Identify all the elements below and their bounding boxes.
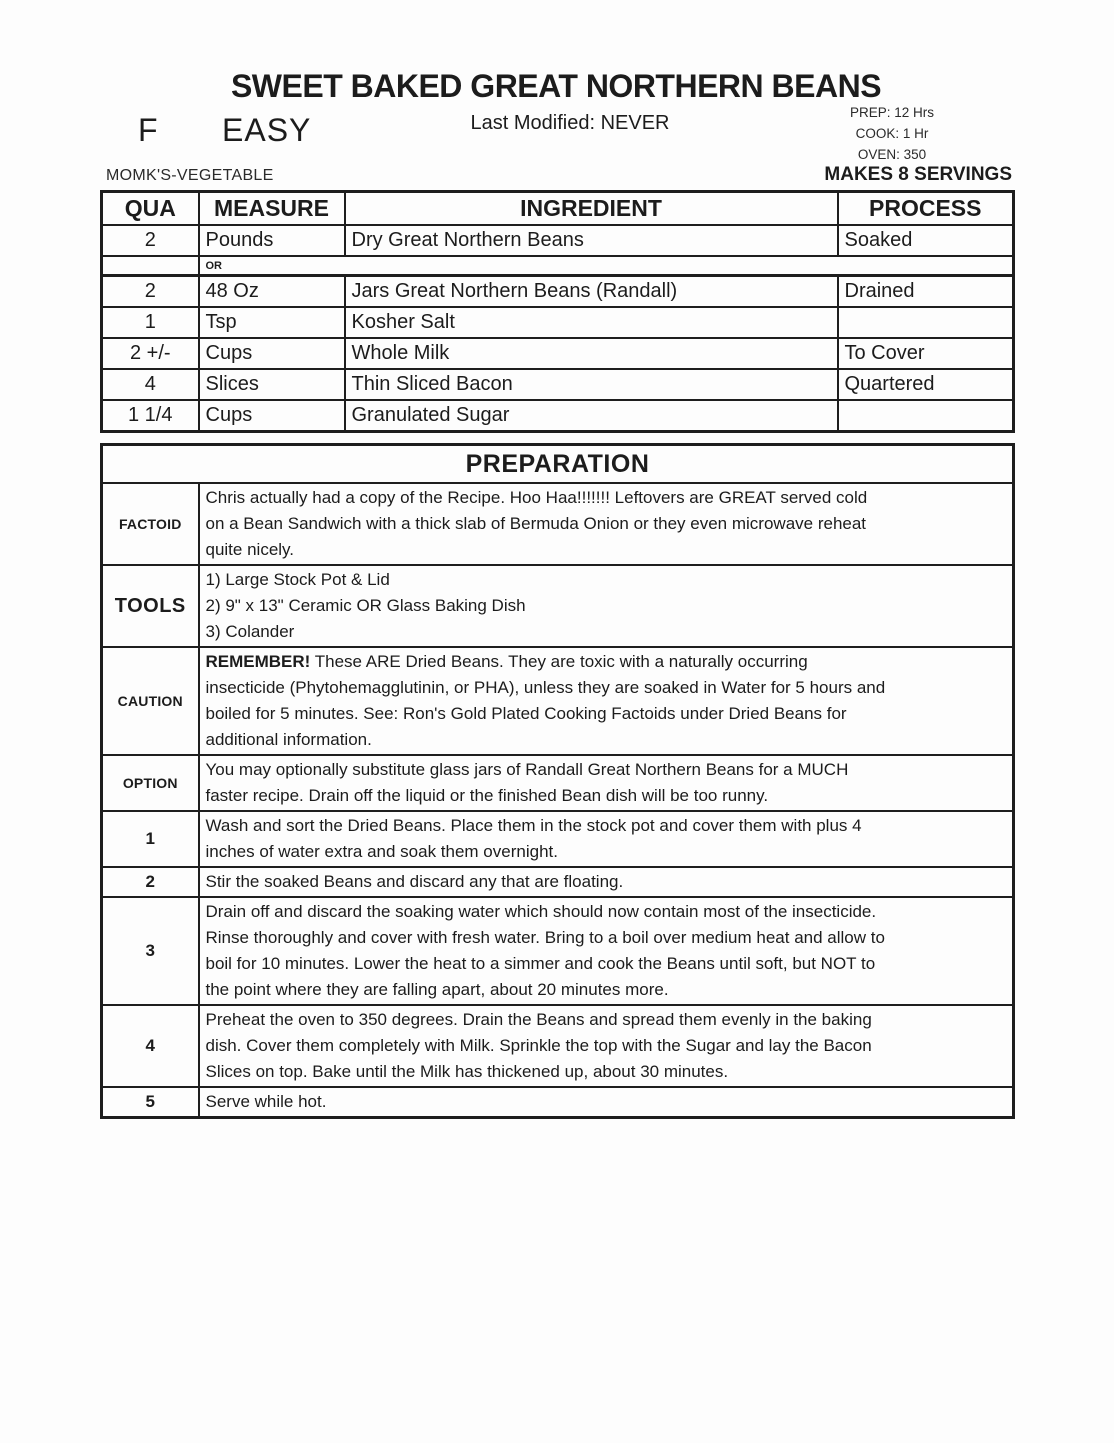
document-header	[100, 68, 1012, 190]
measure-cell: 48 Oz	[199, 276, 345, 308]
measure-cell: Cups	[199, 338, 345, 369]
servings-text: MAKES 8 SERVINGS	[824, 164, 1012, 185]
text-line: on a Bean Sandwich with a thick slab of Bermuda Onion or they even microwave reheat	[205, 514, 867, 533]
ingredients-table	[100, 190, 1015, 433]
col-header-measure: MEASURE	[199, 192, 345, 226]
step-number: 4	[102, 1005, 199, 1087]
recipe-category: MOMK'S-VEGETABLE	[106, 167, 274, 184]
ingredients-header-row	[102, 192, 1014, 226]
text-line: inches of water extra and soak them overnight.	[205, 842, 558, 861]
tools-row	[102, 565, 1014, 647]
caution-text	[199, 647, 1014, 755]
step-row	[102, 867, 1014, 897]
process-cell: Quartered	[838, 369, 1014, 400]
option-label: OPTION	[102, 755, 199, 811]
ingredient-cell: Kosher Salt	[345, 307, 838, 338]
text-line: Chris actually had a copy of the Recipe. Hoo Haa!!!!!!! Leftovers are GREAT served cold	[205, 488, 868, 507]
qua-cell: 1	[102, 307, 199, 338]
text-line	[206, 649, 1009, 675]
text-line: Serve while hot.	[205, 1092, 327, 1111]
preparation-table	[100, 443, 1015, 1119]
text-line: Stir the soaked Beans and discard any that are floating.	[205, 872, 624, 891]
preparation-title: PREPARATION	[102, 445, 1014, 484]
factoid-row	[102, 483, 1014, 565]
step-text	[199, 1087, 1014, 1118]
ingredient-row	[102, 276, 1014, 308]
or-label: OR	[199, 256, 1014, 276]
text-line: boiled for 5 minutes. See: Ron's Gold Plated Cooking Factoids under Dried Beans for	[205, 704, 847, 723]
process-cell	[838, 400, 1014, 432]
text-line: Wash and sort the Dried Beans. Place them in the stock pot and cover them with plus 4	[205, 816, 862, 835]
step-text	[199, 1005, 1014, 1087]
text-line-rest: These ARE Dried Beans. They are toxic with a naturally occurring	[310, 652, 808, 671]
qua-cell: 2	[102, 276, 199, 308]
text-line: insecticide (Phytohemagglutinin, or PHA), unless they are soaked in Water for 5 hours and	[205, 678, 886, 697]
col-header-qua: QUA	[102, 192, 199, 226]
step-row	[102, 1087, 1014, 1118]
ingredient-row	[102, 400, 1014, 432]
col-header-process: PROCESS	[838, 192, 1014, 226]
text-line: Slices on top. Bake until the Milk has thickened up, about 30 minutes.	[205, 1062, 729, 1081]
text-line: Rinse thoroughly and cover with fresh water. Bring to a boil over medium heat and allow to	[205, 928, 885, 947]
preparation-section	[100, 443, 1012, 1119]
col-header-ingredient: INGREDIENT	[345, 192, 838, 226]
tools-text	[199, 565, 1014, 647]
step-row	[102, 897, 1014, 1005]
ingredient-row	[102, 225, 1014, 256]
cook-time: COOK: 1 Hr	[855, 126, 929, 141]
step-number: 1	[102, 811, 199, 867]
text-line: You may optionally substitute glass jars of Randall Great Northern Beans for a MUCH	[205, 760, 849, 779]
option-text	[199, 755, 1014, 811]
ingredient-cell: Granulated Sugar	[345, 400, 838, 432]
tools-label: TOOLS	[102, 565, 199, 647]
ingredient-cell: Dry Great Northern Beans	[345, 225, 838, 256]
ingredient-row	[102, 369, 1014, 400]
ingredient-cell: Jars Great Northern Beans (Randall)	[345, 276, 838, 308]
ingredient-cell: Thin Sliced Bacon	[345, 369, 838, 400]
oven-temp: OVEN: 350	[857, 147, 927, 162]
factoid-text	[199, 483, 1014, 565]
text-line: quite nicely.	[205, 540, 295, 559]
measure-cell: Pounds	[199, 225, 345, 256]
recipe-grade: F	[138, 112, 158, 148]
process-cell: To Cover	[838, 338, 1014, 369]
document-content	[100, 68, 1012, 1119]
measure-cell: Cups	[199, 400, 345, 432]
text-line: boil for 10 minutes. Lower the heat to a simmer and cook the Beans until soft, but NOT to	[205, 954, 876, 973]
factoid-label: FACTOID	[102, 483, 199, 565]
caution-label: CAUTION	[102, 647, 199, 755]
process-cell	[838, 307, 1014, 338]
ingredient-cell: Whole Milk	[345, 338, 838, 369]
text-line: faster recipe. Drain off the liquid or the finished Bean dish will be too runny.	[205, 786, 769, 805]
prep-time: PREP: 12 Hrs	[849, 105, 935, 120]
step-number: 5	[102, 1087, 199, 1118]
qua-cell: 2 +/-	[102, 338, 199, 369]
measure-cell: Tsp	[199, 307, 345, 338]
text-line: Preheat the oven to 350 degrees. Drain the Beans and spread them evenly in the baking	[205, 1010, 872, 1029]
step-number: 2	[102, 867, 199, 897]
tool-item: 3) Colander	[205, 622, 295, 641]
page-title: SWEET BAKED GREAT NORTHERN BEANS	[230, 68, 882, 104]
qua-cell-empty	[102, 256, 199, 276]
step-number: 3	[102, 897, 199, 1005]
preparation-header-row	[102, 445, 1014, 484]
caution-row	[102, 647, 1014, 755]
process-cell: Soaked	[838, 225, 1014, 256]
option-row	[102, 755, 1014, 811]
remember-emphasis: REMEMBER!	[205, 652, 311, 671]
text-line: the point where they are falling apart, about 20 minutes more.	[205, 980, 669, 999]
text-line: additional information.	[205, 730, 372, 749]
ingredient-row	[102, 338, 1014, 369]
step-row	[102, 811, 1014, 867]
step-text	[199, 867, 1014, 897]
step-text	[199, 811, 1014, 867]
step-row	[102, 1005, 1014, 1087]
tool-item: 2) 9" x 13" Ceramic OR Glass Baking Dish	[205, 596, 526, 615]
text-line: Drain off and discard the soaking water which should now contain most of the insecticide.	[205, 902, 877, 921]
process-cell: Drained	[838, 276, 1014, 308]
recipe-difficulty: EASY	[222, 112, 312, 148]
ingredient-row	[102, 307, 1014, 338]
text-line: dish. Cover them completely with Milk. Sprinkle the top with the Sugar and lay the Bacon	[205, 1036, 872, 1055]
step-text	[199, 897, 1014, 1005]
tool-item: 1) Large Stock Pot & Lid	[205, 570, 390, 589]
timing-block	[802, 102, 982, 165]
measure-cell: Slices	[199, 369, 345, 400]
last-modified-text: Last Modified: NEVER	[470, 112, 670, 134]
qua-cell: 4	[102, 369, 199, 400]
qua-cell: 2	[102, 225, 199, 256]
qua-cell: 1 1/4	[102, 400, 199, 432]
or-separator-row	[102, 256, 1014, 276]
